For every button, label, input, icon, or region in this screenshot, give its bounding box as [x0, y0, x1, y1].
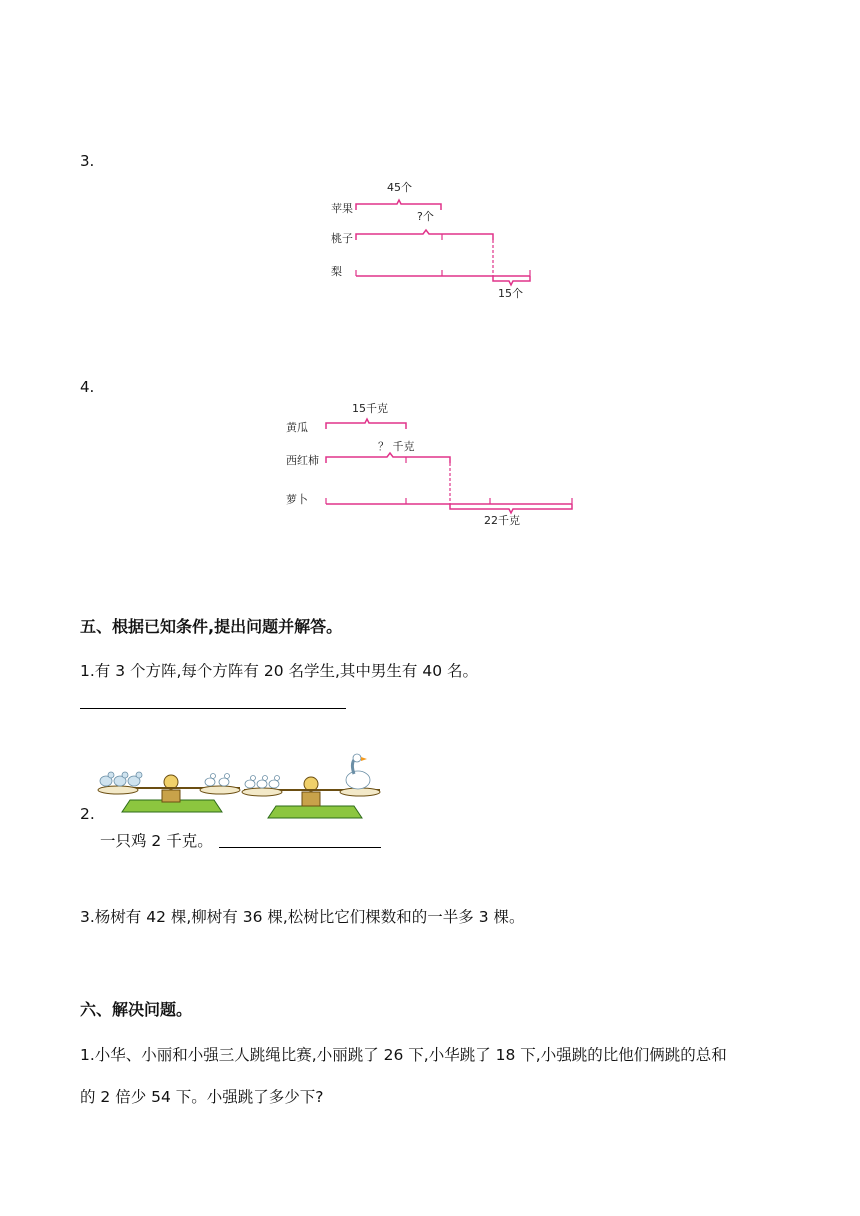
apple-count: 45个	[387, 181, 412, 194]
label-radish: 萝卜	[286, 493, 308, 506]
cucumber-weight: 15千克	[352, 402, 388, 415]
scale-left	[98, 772, 240, 812]
section-6-question-1-line-1: 1.小华、小丽和小强三人跳绳比赛,小丽跳了 26 下,小华跳了 18 下,小强跳的比他们俩跳的总和	[80, 1046, 727, 1064]
label-cucumber: 黄瓜	[286, 421, 308, 434]
label-apple: 苹果	[331, 202, 353, 215]
problem-3-number: 3.	[80, 152, 95, 170]
label-peach: 桃子	[331, 232, 353, 245]
pear-extra-brace	[493, 276, 530, 285]
section-6-heading: 六、解决问题。	[80, 1000, 193, 1019]
problem-4-diagram	[280, 398, 590, 533]
section-5-question-1: 1.有 3 个方阵,每个方阵有 20 名学生,其中男生有 40 名。	[80, 662, 479, 680]
section-5-heading: 五、根据已知条件,提出问题并解答。	[80, 617, 343, 636]
duck-icon	[245, 776, 280, 789]
radish-extra: 22千克	[484, 514, 520, 527]
balance-scales-illustration	[92, 752, 384, 827]
goose-icon	[346, 754, 370, 789]
section-6-question-1-line-2: 的 2 倍少 54 下。小强跳了多少下?	[80, 1088, 324, 1106]
peach-brace	[356, 230, 493, 240]
apple-brace	[356, 200, 441, 210]
answer-blank-2[interactable]	[219, 829, 381, 848]
label-tomato: 西红柿	[286, 454, 319, 467]
problem-4-number: 4.	[80, 378, 95, 396]
problem-3-diagram	[320, 170, 560, 305]
section-5-question-3: 3.杨树有 42 棵,柳树有 36 棵,松树比它们棵数和的一半多 3 棵。	[80, 908, 525, 926]
cucumber-brace	[326, 419, 406, 429]
scale-right	[242, 754, 380, 818]
scale-right-base	[268, 806, 362, 818]
section-5-question-2-text: 一只鸡 2 千克。	[100, 832, 213, 850]
answer-blank-1[interactable]	[80, 690, 346, 709]
radish-extra-brace	[450, 504, 572, 513]
tomato-brace	[326, 453, 450, 463]
label-pear: 梨	[331, 265, 342, 278]
duck-icon	[205, 774, 230, 787]
chicken-icon	[100, 772, 142, 786]
section-5-question-2-number: 2.	[80, 805, 95, 823]
peach-question: ?个	[417, 210, 434, 223]
tomato-question: ？ 千克	[378, 440, 415, 453]
pear-extra: 15个	[498, 287, 523, 300]
